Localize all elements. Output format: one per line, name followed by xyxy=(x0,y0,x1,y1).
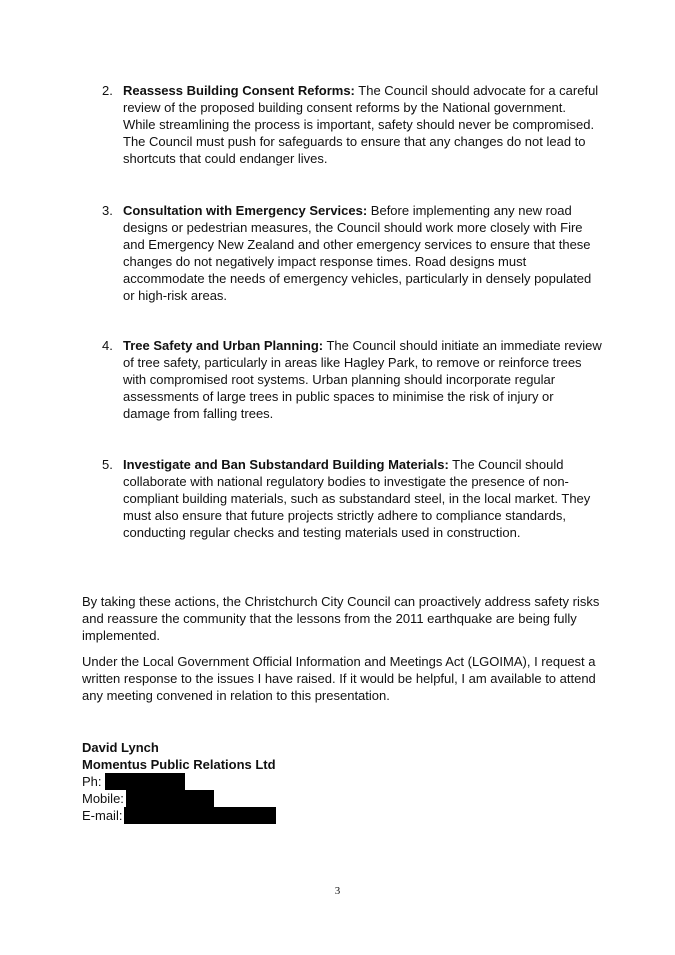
mobile-redaction xyxy=(126,790,214,807)
list-item-4 xyxy=(102,337,602,422)
signatory-company: Momentus Public Relations Ltd xyxy=(82,757,276,772)
list-number: 3. xyxy=(102,203,113,218)
signature-block xyxy=(82,739,276,824)
email-label: E-mail: xyxy=(82,808,123,823)
phone-line xyxy=(82,773,276,790)
phone-redaction xyxy=(105,773,185,790)
closing-paragraph: By taking these actions, the Christchurch City Council can proactively address safety risks and reassure the community that the lessons from the 2011 earthquake are being fully implemented. xyxy=(82,594,600,643)
list-number: 2. xyxy=(102,83,113,98)
list-item-5 xyxy=(102,456,602,541)
signatory-name: David Lynch xyxy=(82,740,159,755)
mobile-label: Mobile: xyxy=(82,791,124,806)
phone-label: Ph: xyxy=(82,774,102,789)
list-item-text: The Council should collaborate with national regulatory bodies to investigate the presence of non-compliant building materials, such as substandard steel, in the local market. They must also ensure that future projects strictly adhere to compliance standards, conducting regular checks and testing materials used in construction. xyxy=(123,457,591,540)
list-item-text: The Council should advocate for a careful review of the proposed building consent reforms by the National government. While streamlining the process is important, safety should never be compromised. The Council must push for safeguards to ensure that any changes do not lead to shortcuts that could endanger lives. xyxy=(123,83,599,166)
list-item-text: The Council should initiate an immediate review of tree safety, particularly in areas like Hagley Park, to remove or reinforce trees with compromised root systems. Urban planning should incorporate regular assessments of large trees in public spaces to minimise the risk of injury or damage from falling trees. xyxy=(123,338,602,421)
page-number: 3 xyxy=(334,885,341,897)
list-item-body xyxy=(123,456,602,541)
list-item-3 xyxy=(102,202,602,304)
list-item-title: Tree Safety and Urban Planning: xyxy=(123,338,324,353)
list-number: 5. xyxy=(102,457,113,472)
list-item-title: Reassess Building Consent Reforms: xyxy=(123,83,355,98)
list-number: 4. xyxy=(102,338,113,353)
email-redaction xyxy=(124,807,276,824)
mobile-line xyxy=(82,790,276,807)
lgoima-paragraph: Under the Local Government Official Information and Meetings Act (LGOIMA), I request a written response to the issues I have raised. If it would be helpful, I am available to attend any meeting convened in relation to this presentation. xyxy=(82,654,596,703)
list-item-2 xyxy=(102,82,602,167)
list-item-body xyxy=(123,202,602,304)
list-item-title: Investigate and Ban Substandard Building Materials: xyxy=(123,457,449,472)
list-item-body xyxy=(123,82,602,167)
email-line xyxy=(82,807,276,824)
list-item-text: Before implementing any new road designs or pedestrian measures, the Council should work more closely with Fire and Emergency New Zealand and other emergency services to ensure that these changes do not negatively impact response times. Road designs must accommodate the needs of emergency vehicles, particularly in densely populated or high-risk areas. xyxy=(123,203,592,303)
list-item-body xyxy=(123,337,602,422)
list-item-title: Consultation with Emergency Services: xyxy=(123,203,368,218)
